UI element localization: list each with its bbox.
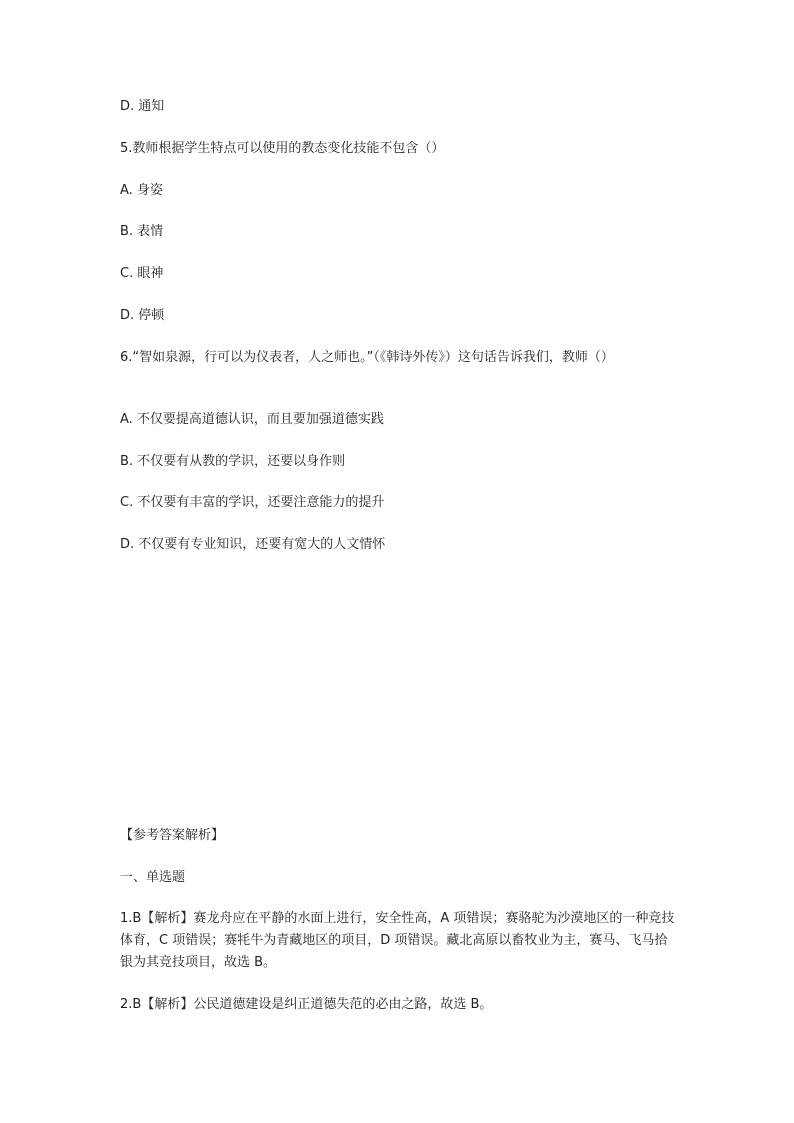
q5-option-b: B. 表情 — [120, 224, 164, 239]
answers-title: 【参考答案解析】 — [120, 828, 225, 843]
q6-stem: 6.“智如泉源，行可以为仪表者，人之师也。”（《韩诗外传》）这句话告诉我们，教师（） — [120, 350, 614, 365]
q5-option-d: D. 停顿 — [120, 308, 165, 323]
q5-stem: 5.教师根据学生特点可以使用的教态变化技能不包含（） — [120, 141, 445, 156]
q6-option-a: A. 不仅要提高道德认识，而且要加强道德实践 — [120, 412, 384, 427]
q6-option-c: C. 不仅要有丰富的学识，还要注意能力的提升 — [120, 495, 385, 510]
q4-option-d: D. 通知 — [120, 99, 165, 114]
answer-item-2: 2.B【解析】公民道德建设是纠正道德失范的必由之路，故选 B。 — [120, 997, 493, 1012]
answer-item-1: 1.B【解析】赛龙舟应在平静的水面上进行，安全性高，A 项错误；赛骆驼为沙漠地区的一种竞技体育，C 项错误；赛牦牛为青藏地区的项目，D 项错误。藏北高原以畜牧业为主，赛马、飞马拾银为其竞技项目，故选 B。 — [120, 911, 675, 970]
q5-option-a: A. 身姿 — [120, 183, 163, 198]
q6-option-d: D. 不仅要有专业知识，还要有宽大的人文情怀 — [120, 537, 386, 552]
answers-section-title: 一、单选题 — [120, 870, 186, 885]
q5-option-c: C. 眼神 — [120, 266, 164, 281]
q6-option-b: B. 不仅要有从教的学识，还要以身作则 — [120, 454, 346, 469]
